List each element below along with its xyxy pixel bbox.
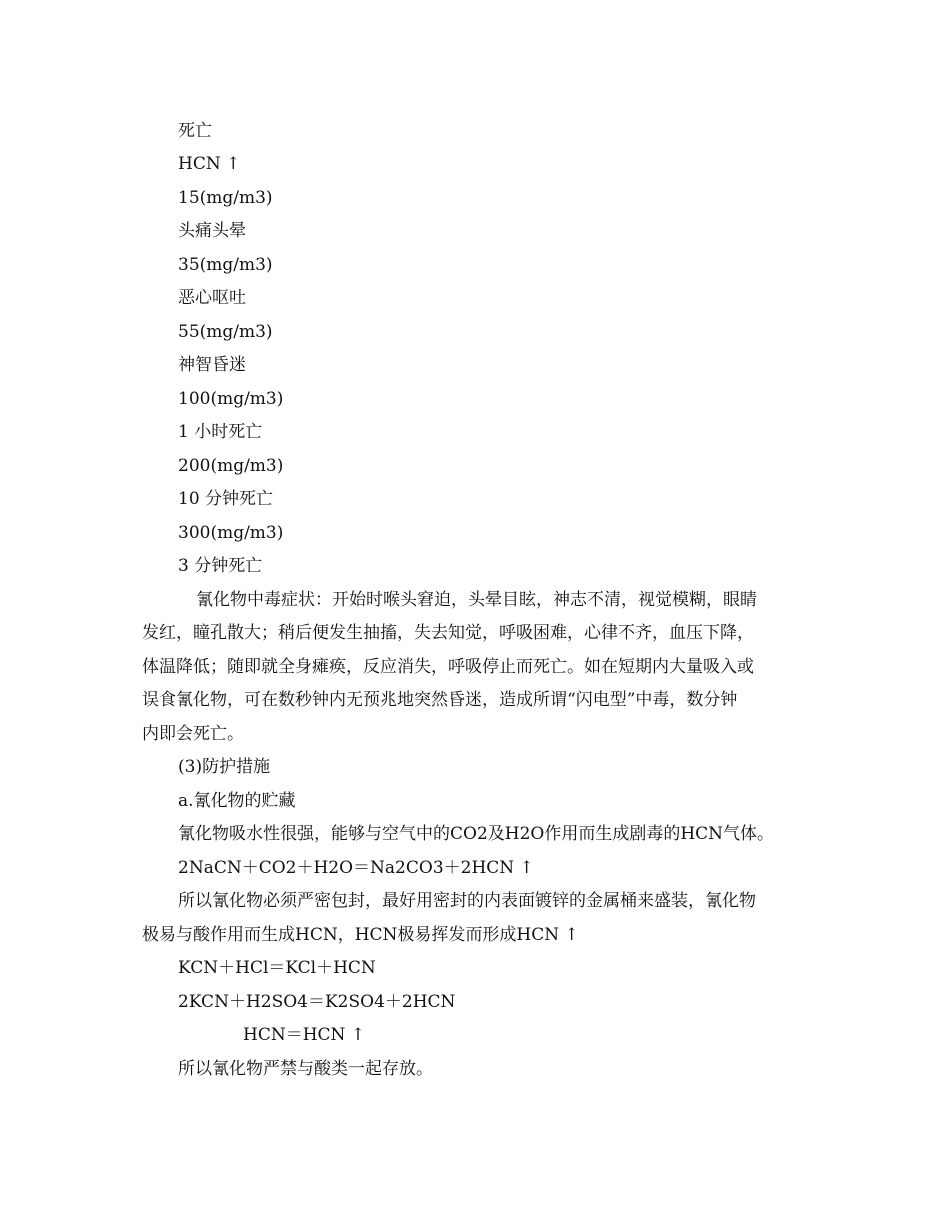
list-item: HCN ↑ [178, 154, 241, 174]
paragraph-line: 氰化物中毒症状：开始时喉头窘迫，头晕目眩，神志不清，视觉模糊，眼睛 [196, 590, 757, 610]
list-item: 55(mg/m3) [178, 322, 273, 342]
section-heading: (3)防护措施 [178, 757, 271, 777]
paragraph-line: 发红，瞳孔散大；稍后便发生抽搐，失去知觉，呼吸困难，心律不齐，血压下降， [142, 623, 754, 643]
paragraph-line: 所以氰化物严禁与酸类一起存放。 [178, 1059, 433, 1079]
chemical-equation: 2NaCN＋CO2＋H2O＝Na2CO3＋2HCN ↑ [178, 858, 534, 878]
paragraph-line: 极易与酸作用而生成HCN，HCN极易挥发而形成HCN ↑ [142, 925, 579, 945]
chemical-equation: 2KCN＋H2SO4＝K2SO4＋2HCN [178, 992, 456, 1012]
chemical-equation: HCN＝HCN ↑ [243, 1025, 366, 1045]
list-item: 死亡 [178, 121, 212, 141]
list-item: 35(mg/m3) [178, 255, 273, 275]
paragraph-line: 误食氰化物，可在数秒钟内无预兆地突然昏迷，造成所谓“闪电型”中毒，数分钟 [142, 690, 738, 710]
list-item: 3 分钟死亡 [178, 556, 263, 576]
list-item: 恶心呕吐 [178, 288, 246, 308]
list-item: 100(mg/m3) [178, 389, 284, 409]
list-item: 15(mg/m3) [178, 188, 273, 208]
list-item: 神智昏迷 [178, 355, 246, 375]
list-item: 1 小时死亡 [178, 422, 263, 442]
paragraph-line: 氰化物吸水性很强，能够与空气中的CO2及H2O作用而生成剧毒的HCN气体。 [178, 824, 775, 844]
paragraph-line: 内即会死亡。 [142, 724, 244, 744]
paragraph-line: 所以氰化物必须严密包封，最好用密封的内表面镀锌的金属桶来盛装，氰化物 [178, 891, 756, 911]
list-item: 300(mg/m3) [178, 523, 284, 543]
paragraph-line: 体温降低；随即就全身瘫痪，反应消失，呼吸停止而死亡。如在短期内大量吸入或 [142, 657, 754, 677]
list-item: 200(mg/m3) [178, 456, 284, 476]
subsection-heading: a.氰化物的贮藏 [178, 791, 296, 811]
list-item: 头痛头晕 [178, 221, 246, 241]
chemical-equation: KCN＋HCl＝KCl＋HCN [178, 958, 376, 978]
list-item: 10 分钟死亡 [178, 489, 274, 509]
